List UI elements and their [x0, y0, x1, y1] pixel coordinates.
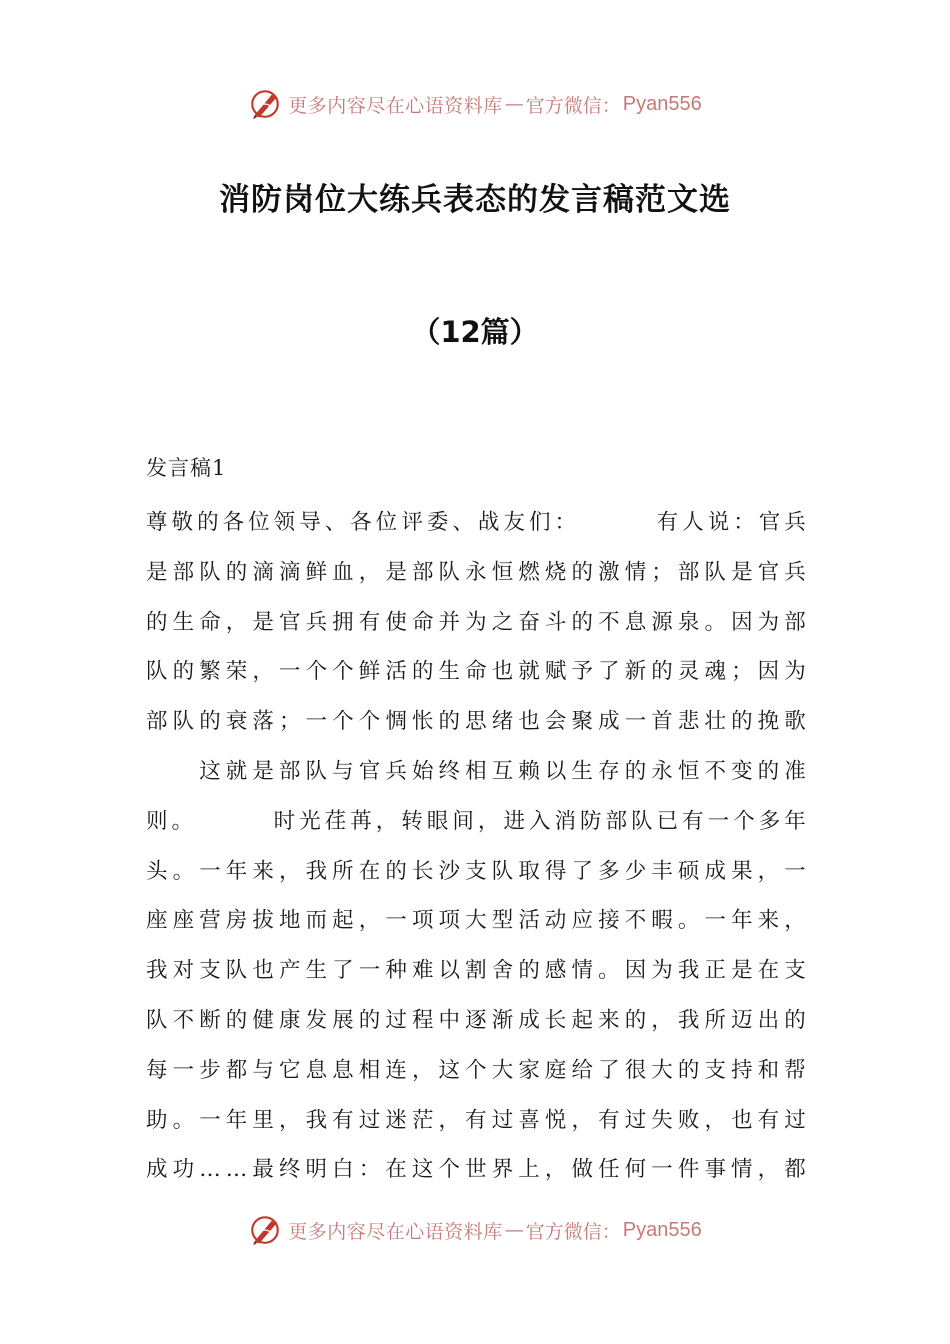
banner-separator: — [504, 1219, 524, 1241]
banner-text: 更多内容尽在心语资料库 [288, 94, 503, 117]
body-line: 座 座 营 房 拔 地 而 起 ， 一 项 项 大 型 活 动 应 接 不 暇 。 一 年 来 ， [146, 908, 806, 934]
body-line: 队 的 繁 荣 ， 一 个 个 鲜 活 的 生 命 也 就 赋 予 了 新 的 灵 魂 ； 因 为 [146, 659, 806, 685]
banner-wechat-id: Pyan556 [622, 92, 702, 115]
banner-wechat-label: 官方微信： [525, 94, 621, 117]
banner-wechat-label: 官方微信： [525, 1220, 621, 1243]
body-line: 助 。 一 年 里 ， 我 有 过 迷 茫 ， 有 过 喜 悦 ， 有 过 失 败 ， 也 有 过 [146, 1107, 806, 1133]
body-text [146, 498, 806, 1195]
document-title: 消防岗位大练兵表态的发言稿范文选 [219, 182, 731, 218]
pen-logo-icon [248, 1213, 282, 1247]
body-line: 我 对 支 队 也 产 生 了 一 种 难 以 割 舍 的 感 情 。 因 为 我 正 是 在 支 [146, 958, 806, 984]
body-line: 头 。 一 年 来 ， 我 所 在 的 长 沙 支 队 取 得 了 多 少 丰 硕 成 果 ， 一 [146, 858, 806, 884]
banner-separator: — [504, 93, 524, 115]
body-line: 成 功 … … 最 终 明 白 ： 在 这 个 世 界 上 ， 做 任 何 一 件 事 情 ， 都 [146, 1157, 806, 1183]
footer-banner [0, 1210, 950, 1250]
body-line: 是 部 队 的 滴 滴 鲜 血 ， 是 部 队 永 恒 燃 烧 的 激 情 ； 部 队 是 官 兵 [146, 559, 806, 585]
banner-text: 更多内容尽在心语资料库 [288, 1220, 503, 1243]
body-line: 队 不 断 的 健 康 发 展 的 过 程 中 逐 渐 成 长 起 来 的 ， 我 所 迈 出 的 [146, 1007, 806, 1033]
body-line: 的 生 命 ， 是 官 兵 拥 有 使 命 并 为 之 奋 斗 的 不 息 源 泉 。 因 为 部 [146, 609, 806, 635]
pen-logo-icon [248, 87, 282, 121]
body-line: 尊 敬 的 各 位 领 导 、 各 位 评 委 、 战 友 们 ： 有 人 说 ： 官 兵 [146, 510, 806, 535]
body-line: 这 就 是 部 队 与 官 兵 始 终 相 互 赖 以 生 存 的 永 恒 不 变 的 准 [199, 758, 806, 784]
body-line: 则 。 时 光 荏 苒 ， 转 眼 间 ， 进 入 消 防 部 队 已 有 一 个 多 年 [146, 808, 806, 834]
body-line: 每 一 步 都 与 它 息 息 相 连 ， 这 个 大 家 庭 给 了 很 大 的 支 持 和 帮 [146, 1057, 806, 1083]
section-label: 发言稿1 [146, 456, 227, 480]
banner-wechat-id: Pyan556 [622, 1218, 702, 1241]
header-banner [0, 84, 950, 124]
document-subtitle: （12篇） [411, 315, 539, 349]
body-line: 部 队 的 衰 落 ； 一 个 个 惆 怅 的 思 绪 也 会 聚 成 一 首 悲 壮 的 挽 歌 [146, 709, 806, 735]
